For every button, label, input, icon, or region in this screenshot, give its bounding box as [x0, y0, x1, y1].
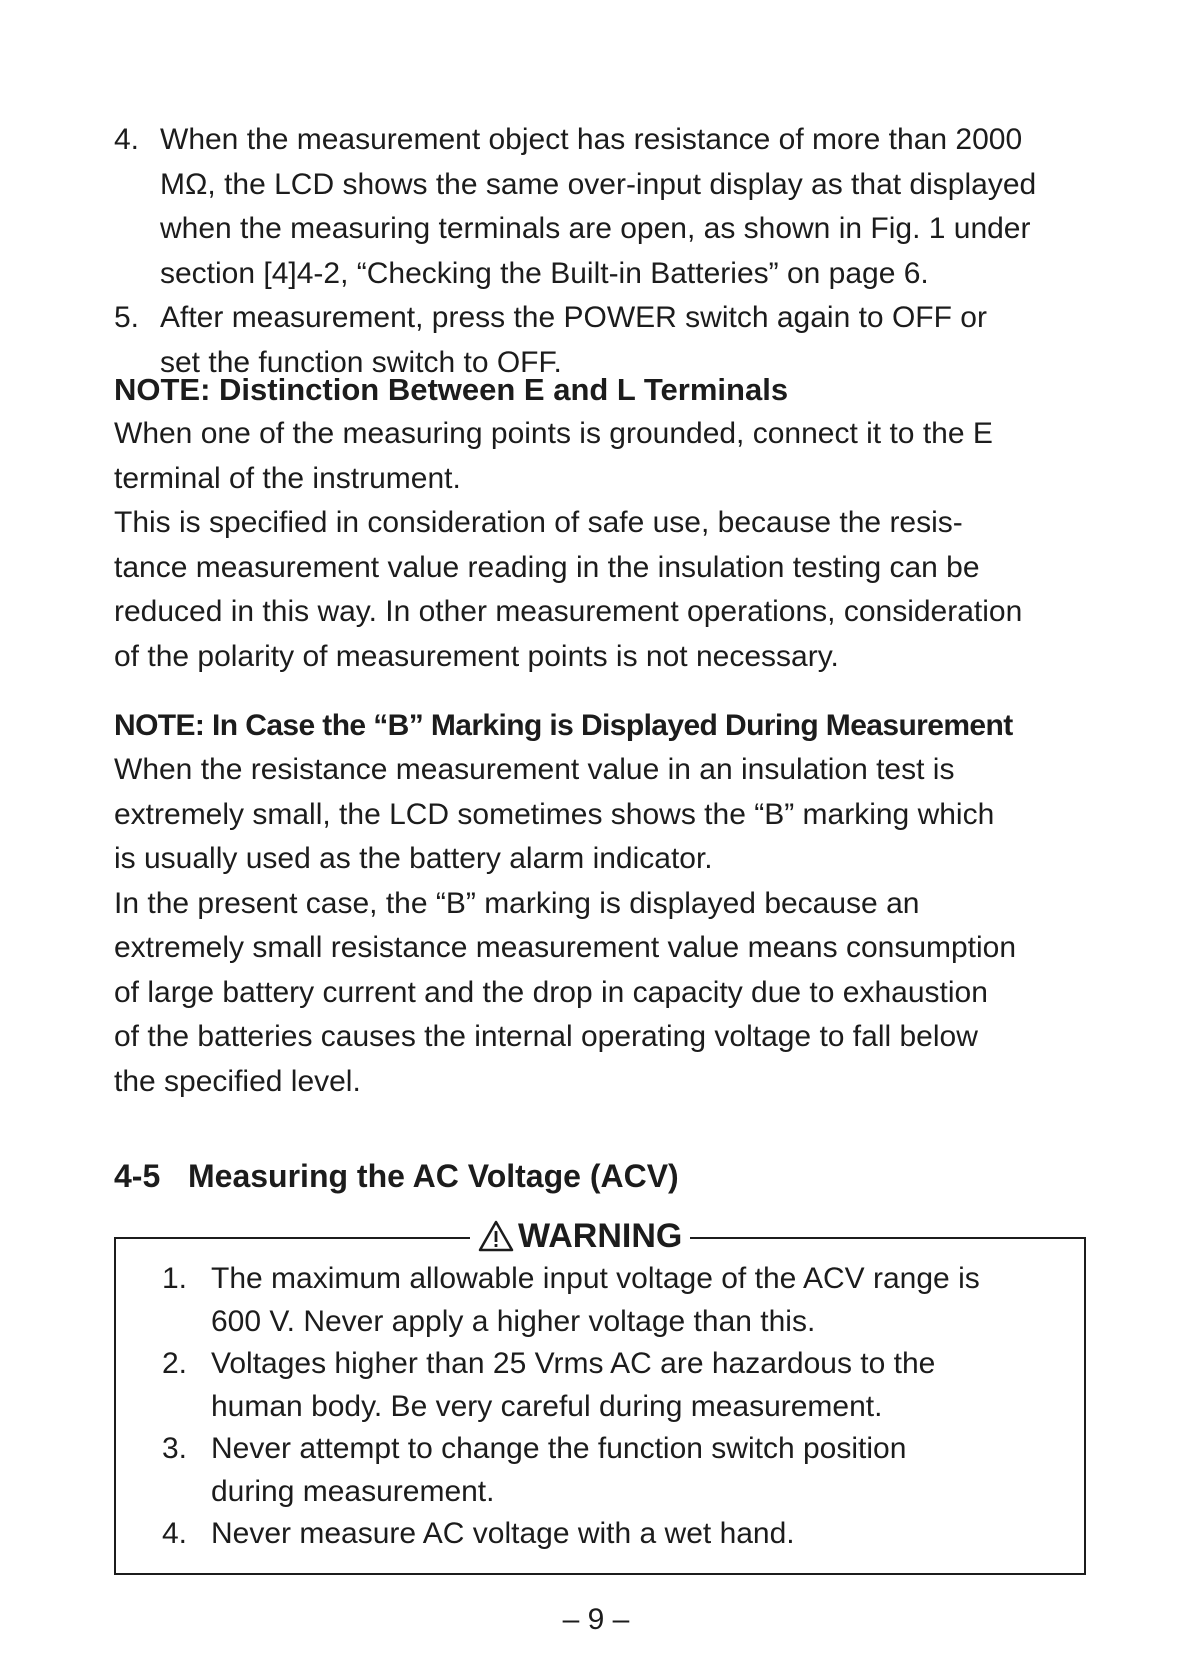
paragraph: [114, 412, 1094, 679]
text-line: of large battery current and the drop in capacity due to exhaustion: [114, 975, 988, 1009]
text-line: of the polarity of measurement points is not necessary.: [114, 639, 839, 673]
text-line: When one of the measuring points is grounded, connect it to the E: [114, 417, 993, 450]
section-title: [114, 1154, 679, 1198]
text-line: reduced in this way. In other measurement operations, consideration: [114, 595, 1023, 628]
text-line: extremely small, the LCD sometimes shows the “B” marking which: [114, 797, 995, 831]
list-item: [162, 1513, 1062, 1556]
list-item-number: 2.: [162, 1347, 188, 1380]
list-item: [162, 1428, 1062, 1513]
warning-text: WARNING: [518, 1217, 683, 1255]
list-item-number: 3.: [162, 1432, 188, 1465]
note-b-marking: [114, 704, 1094, 1104]
text-line: Never measure AC voltage with a wet hand.: [211, 1517, 795, 1550]
list-item: [114, 118, 1094, 296]
text-line: during measurement.: [211, 1474, 495, 1508]
list-item: [162, 1343, 1062, 1428]
text-line: The maximum allowable input voltage of the ACV range is: [211, 1262, 980, 1295]
warning-label: [470, 1214, 690, 1258]
page-number: – 9 –: [562, 1603, 630, 1636]
note-terminals: [114, 368, 1094, 679]
text-line: human body. Be very careful during measurement.: [211, 1389, 883, 1423]
list-item-number: 5.: [114, 301, 140, 334]
text-line: MΩ, the LCD shows the same over-input display as that displayed: [160, 167, 1037, 201]
text-line: tance measurement value reading in the insulation testing can be: [114, 550, 980, 584]
list-item: [162, 1258, 1062, 1343]
text-line: When the measurement object has resistance of more than 2000: [160, 123, 1023, 156]
text-line: In the present case, the “B” marking is displayed because an: [114, 886, 920, 920]
text-line: 600 V. Never apply a higher voltage than this.: [211, 1304, 816, 1338]
text-line: the specified level.: [114, 1064, 361, 1098]
list-item-number: 1.: [162, 1262, 188, 1295]
text-line: of the batteries causes the internal operating voltage to fall below: [114, 1020, 978, 1053]
text-line: set the function switch to OFF.: [160, 345, 562, 379]
text-line: extremely small resistance measurement value means consumption: [114, 931, 1017, 964]
text-line: terminal of the instrument.: [114, 461, 461, 495]
text-line: when the measuring terminals are open, as shown in Fig. 1 under: [160, 212, 1031, 245]
warning-triangle-icon: [478, 1220, 514, 1252]
note-heading: NOTE: Distinction Between E and L Terminals: [114, 372, 789, 407]
text-line: is usually used as the battery alarm indicator.: [114, 842, 713, 875]
list-item-number: 4.: [114, 123, 140, 156]
text-line: section [4]4-2, “Checking the Built-in Batteries” on page 6.: [160, 256, 929, 290]
warning-list: [162, 1258, 1062, 1556]
text-line: Never attempt to change the function switch position: [211, 1432, 907, 1465]
procedure-list: [114, 118, 1094, 385]
text-line: This is specified in consideration of safe use, because the resis-: [114, 506, 963, 539]
text-line: When the resistance measurement value in an insulation test is: [114, 753, 955, 786]
paragraph: [114, 748, 1094, 1104]
note-heading: NOTE: In Case the “B” Marking is Displayed During Measurement: [114, 709, 1013, 742]
section-title-text: Measuring the AC Voltage (ACV): [188, 1158, 679, 1194]
list-item-number: 4.: [162, 1517, 188, 1550]
section-number: 4-5: [114, 1158, 161, 1194]
text-line: Voltages higher than 25 Vrms AC are hazardous to the: [211, 1347, 936, 1380]
text-line: After measurement, press the POWER switch again to OFF or: [160, 301, 987, 334]
